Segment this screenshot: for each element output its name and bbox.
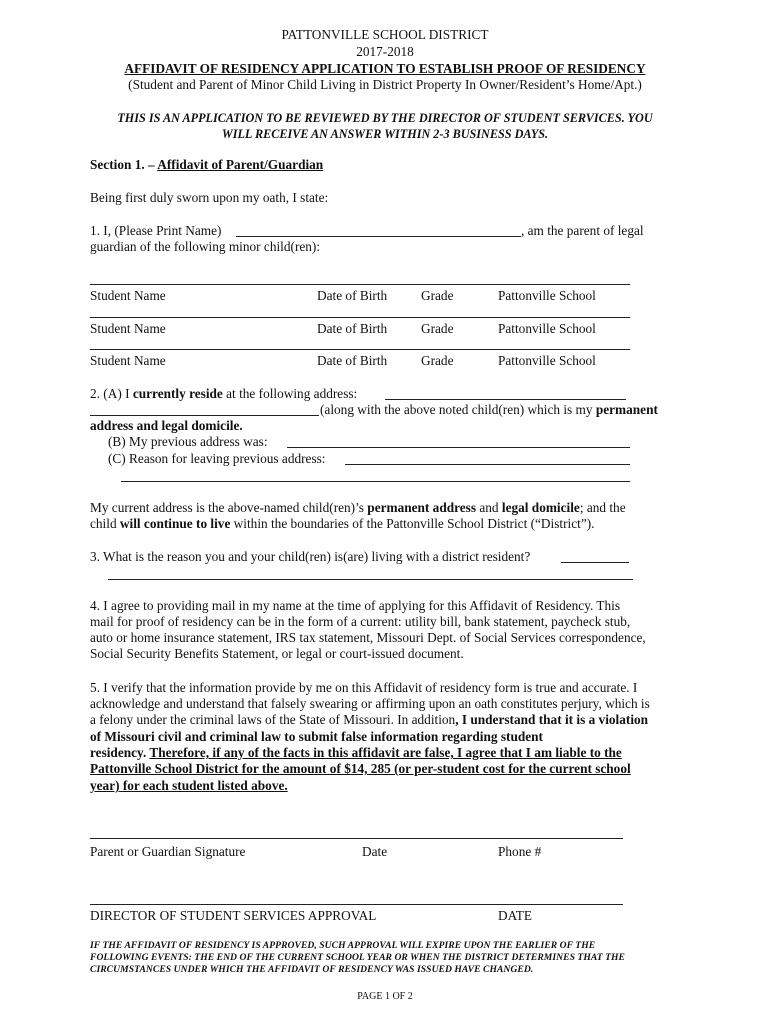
student-2-entry-line[interactable] bbox=[90, 317, 630, 318]
q5-line-1: 5. I verify that the information provide by me on this Affidavit of residency form is true and accurate. I bbox=[90, 680, 638, 695]
form-title: AFFIDAVIT OF RESIDENCY APPLICATION TO ESTABLISH PROOF OF RESIDENCY bbox=[124, 61, 646, 76]
legal-domicile-bold: legal domicile bbox=[501, 500, 580, 515]
signature-label: Parent or Guardian Signature bbox=[90, 844, 246, 859]
district-name: PATTONVILLE SCHOOL DISTRICT bbox=[281, 27, 489, 42]
current-address-text-1: My current address is the above-named child(ren)’s bbox=[90, 500, 368, 515]
student-2-dob-label: Date of Birth bbox=[317, 321, 388, 336]
student-2-school-label: Pattonville School bbox=[498, 321, 596, 336]
section-1-prefix: Section 1. – bbox=[90, 157, 158, 172]
q5-line-5b: Therefore, if any of the facts in this affidavit are false, I agree that I am liable to the bbox=[149, 745, 622, 760]
current-address-text-4: child bbox=[90, 516, 120, 531]
q2a-continuation bbox=[320, 402, 658, 418]
q5-line-2: acknowledge and understand that falsely swearing or affirming upon an oath constitutes perjury, which is bbox=[90, 696, 650, 711]
school-year: 2017-2018 bbox=[356, 44, 414, 59]
student-3-school-label: Pattonville School bbox=[498, 353, 596, 368]
q5-line-5 bbox=[90, 745, 622, 761]
q2a-tail: at the following address: bbox=[222, 386, 358, 401]
current-address-line-1 bbox=[90, 500, 626, 516]
phone-label: Phone # bbox=[498, 844, 542, 859]
student-1-name-label: Student Name bbox=[90, 288, 166, 303]
continue-to-live-bold: will continue to live bbox=[119, 516, 231, 531]
permanent-address-bold: permanent address bbox=[367, 500, 477, 515]
q5-line-4: of Missouri civil and criminal law to submit false information regarding student bbox=[90, 729, 543, 744]
section-1-heading bbox=[90, 157, 323, 173]
student-1-entry-line[interactable] bbox=[90, 284, 630, 285]
approval-date-label: DATE bbox=[498, 908, 532, 923]
q1-lead: 1. I, (Please Print Name) bbox=[90, 223, 222, 238]
q5-line-3a: a felony under the criminal laws of the State of Missouri. In addition bbox=[90, 712, 456, 727]
q4-line-3: auto or home insurance statement, IRS tax statement, Missouri Dept. of Social Services correspondence, bbox=[90, 630, 646, 645]
review-notice-line-2: WILL RECEIVE AN ANSWER WITHIN 2-3 BUSINESS DAYS. bbox=[221, 127, 549, 141]
student-2-name-label: Student Name bbox=[90, 321, 166, 336]
current-address-text-3: ; and the bbox=[579, 500, 626, 515]
leaving-reason-field-cont[interactable] bbox=[121, 481, 630, 482]
q4-line-2: mail for proof of residency can be in the form of a current: utility bill, bank statement, paycheck stub, bbox=[90, 614, 631, 629]
student-3-entry-line[interactable] bbox=[90, 349, 630, 350]
form-subtitle: (Student and Parent of Minor Child Living in District Property In Owner/Resident’s Home/Apt.) bbox=[128, 77, 642, 92]
current-address-field[interactable] bbox=[385, 399, 626, 400]
student-1-school-label: Pattonville School bbox=[498, 288, 596, 303]
q5-line-6: Pattonville School District for the amount of $14, 285 (or per-student cost for the current school bbox=[90, 761, 631, 776]
section-1-title: Affidavit of Parent/Guardian bbox=[157, 157, 324, 172]
q4-line-4: Social Security Benefits Statement, or legal or court-issued document. bbox=[90, 646, 464, 661]
approval-line[interactable] bbox=[90, 904, 623, 905]
footer-note-line-1: IF THE AFFIDAVIT OF RESIDENCY IS APPROVED, SUCH APPROVAL WILL EXPIRE UPON THE EARLIER OF THE bbox=[90, 940, 596, 951]
q2a-lead: 2. (A) I bbox=[90, 386, 133, 401]
q1-line-2: guardian of the following minor child(ren): bbox=[90, 239, 321, 254]
q5-line-3 bbox=[90, 712, 648, 728]
student-1-grade-label: Grade bbox=[421, 288, 454, 303]
current-address-text-2: and bbox=[476, 500, 502, 515]
approval-label: DIRECTOR OF STUDENT SERVICES APPROVAL bbox=[90, 908, 377, 923]
q4-line-1: 4. I agree to providing mail in my name at the time of applying for this Affidavit of Residency. This bbox=[90, 598, 621, 613]
q1-tail: , am the parent of legal bbox=[521, 223, 644, 238]
q2a-permanent: permanent bbox=[595, 402, 658, 417]
current-address-line-2 bbox=[90, 516, 594, 532]
q2b-label: (B) My previous address was: bbox=[108, 434, 268, 449]
student-3-dob-label: Date of Birth bbox=[317, 353, 388, 368]
leaving-reason-field[interactable] bbox=[345, 464, 630, 465]
previous-address-field[interactable] bbox=[287, 447, 630, 448]
q3-answer-field-cont[interactable] bbox=[108, 579, 633, 580]
student-3-name-label: Student Name bbox=[90, 353, 166, 368]
q2a-cont: (along with the above noted child(ren) which is my bbox=[320, 402, 596, 417]
current-address-text-5: within the boundaries of the Pattonville School District (“District”). bbox=[230, 516, 595, 531]
footer-note-line-2: FOLLOWING EVENTS: THE END OF THE CURRENT SCHOOL YEAR OR WHEN THE DISTRICT DETERMINES THAT THE bbox=[90, 952, 625, 963]
signature-line[interactable] bbox=[90, 838, 623, 839]
q5-line-3b: , I understand that it is a violation bbox=[455, 712, 649, 727]
q2a-text bbox=[90, 386, 357, 402]
signature-date-label: Date bbox=[362, 844, 388, 859]
q5-line-5a: residency. bbox=[90, 745, 150, 760]
q2c-label: (C) Reason for leaving previous address: bbox=[108, 451, 326, 466]
q5-line-7: year) for each student listed above. bbox=[90, 778, 288, 793]
oath-statement: Being first duly sworn upon my oath, I state: bbox=[90, 190, 329, 205]
q3-text: 3. What is the reason you and your child(ren) is(are) living with a district resident? bbox=[90, 549, 531, 564]
q3-answer-field[interactable] bbox=[561, 562, 629, 563]
page-number: PAGE 1 OF 2 bbox=[357, 991, 413, 1002]
footer-note-line-3: CIRCUMSTANCES UNDER WHICH THE AFFIDAVIT OF RESIDENCY WAS ISSUED HAVE CHANGED. bbox=[90, 964, 534, 975]
parent-name-field[interactable] bbox=[236, 236, 521, 237]
student-3-grade-label: Grade bbox=[421, 353, 454, 368]
q2a-last-line: address and legal domicile. bbox=[90, 418, 243, 433]
review-notice-line-1: THIS IS AN APPLICATION TO BE REVIEWED BY THE DIRECTOR OF STUDENT SERVICES. YOU bbox=[117, 111, 653, 125]
q2a-bold: currently reside bbox=[132, 386, 223, 401]
current-address-field-cont[interactable] bbox=[90, 415, 319, 416]
student-1-dob-label: Date of Birth bbox=[317, 288, 388, 303]
student-2-grade-label: Grade bbox=[421, 321, 454, 336]
